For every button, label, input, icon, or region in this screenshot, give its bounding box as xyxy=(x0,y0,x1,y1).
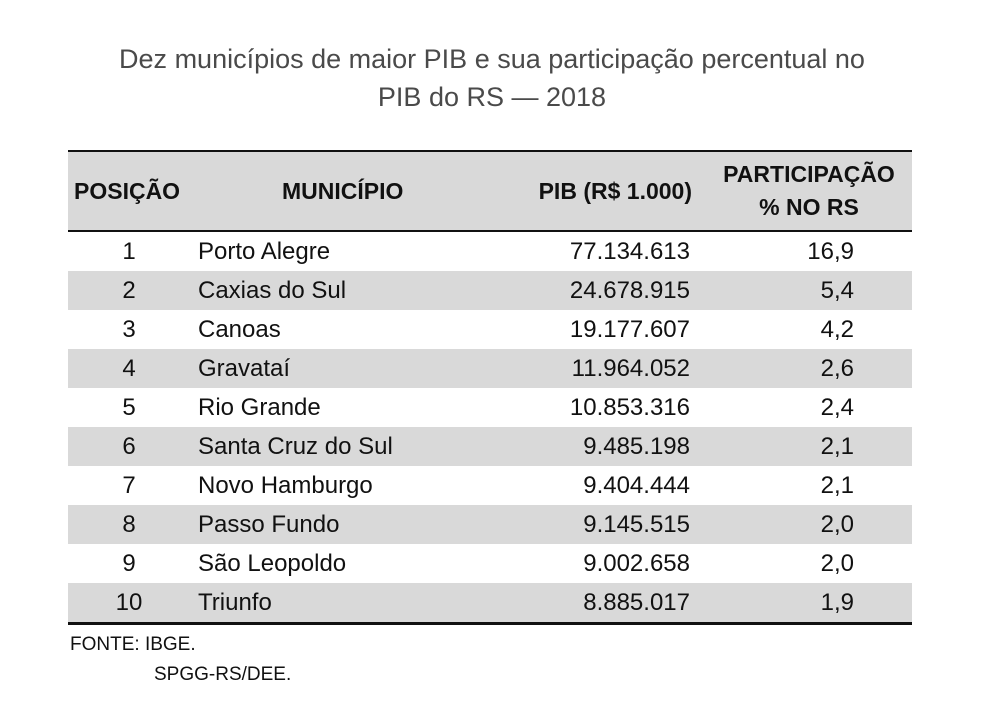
header-participacao-line-1: PARTICIPAÇÃO xyxy=(723,161,895,187)
header-participacao xyxy=(714,158,904,224)
cell-municipio: São Leopoldo xyxy=(198,550,347,577)
cell-pib: 19.177.607 xyxy=(569,316,690,343)
cell-pib: 9.002.658 xyxy=(583,550,690,577)
table-row xyxy=(68,466,912,505)
source-line-1: FONTE: IBGE. xyxy=(70,634,196,655)
cell-posicao: 3 xyxy=(122,316,136,343)
cell-municipio: Porto Alegre xyxy=(198,238,331,265)
cell-municipio: Santa Cruz do Sul xyxy=(198,433,393,460)
cell-pib: 77.134.613 xyxy=(569,238,690,265)
cell-participacao: 2,0 xyxy=(820,511,854,538)
cell-posicao: 5 xyxy=(122,394,136,421)
table-row xyxy=(68,388,912,427)
cell-participacao: 2,0 xyxy=(820,550,854,577)
cell-participacao: 2,6 xyxy=(820,355,854,382)
title-line-2: PIB do RS — 2018 xyxy=(377,82,607,112)
cell-posicao: 4 xyxy=(122,355,136,382)
cell-participacao: 2,4 xyxy=(820,394,854,421)
cell-posicao: 8 xyxy=(122,511,136,538)
cell-pib: 9.145.515 xyxy=(583,511,690,538)
table-row xyxy=(68,232,912,271)
cell-pib: 9.485.198 xyxy=(583,433,690,460)
cell-pib: 10.853.316 xyxy=(569,394,690,421)
table-row xyxy=(68,544,912,583)
table-row xyxy=(68,310,912,349)
cell-municipio: Caxias do Sul xyxy=(198,277,347,304)
cell-municipio: Novo Hamburgo xyxy=(198,472,373,499)
cell-pib: 24.678.915 xyxy=(569,277,690,304)
cell-municipio: Triunfo xyxy=(198,589,272,616)
gdp-table xyxy=(68,150,912,625)
cell-participacao: 5,4 xyxy=(820,277,854,304)
cell-municipio: Rio Grande xyxy=(198,394,321,421)
cell-posicao: 7 xyxy=(122,472,136,499)
table-row xyxy=(68,271,912,310)
header-posicao: POSIÇÃO xyxy=(74,178,181,204)
cell-municipio: Canoas xyxy=(198,316,281,343)
header-municipio: MUNICÍPIO xyxy=(282,178,404,204)
table-row xyxy=(68,349,912,388)
source-note xyxy=(70,630,291,690)
table-row xyxy=(68,583,912,622)
cell-posicao: 9 xyxy=(122,550,136,577)
title-line-1: Dez municípios de maior PIB e sua participação percentual no xyxy=(119,44,865,74)
source-line-2: SPGG-RS/DEE. xyxy=(154,664,292,685)
table-row xyxy=(68,505,912,544)
cell-participacao: 16,9 xyxy=(807,238,854,265)
cell-pib: 9.404.444 xyxy=(583,472,690,499)
cell-municipio: Passo Fundo xyxy=(198,511,340,538)
table-row xyxy=(68,427,912,466)
cell-municipio: Gravataí xyxy=(198,355,291,382)
header-pib: PIB (R$ 1.000) xyxy=(538,178,692,204)
cell-participacao: 1,9 xyxy=(820,589,854,616)
cell-pib: 11.964.052 xyxy=(571,355,690,382)
cell-participacao: 2,1 xyxy=(820,433,854,460)
cell-participacao: 4,2 xyxy=(820,316,854,343)
cell-posicao: 2 xyxy=(122,277,136,304)
table-title xyxy=(0,40,984,116)
cell-posicao: 6 xyxy=(122,433,136,460)
table-header xyxy=(68,152,912,232)
cell-participacao: 2,1 xyxy=(820,472,854,499)
header-participacao-line-2: % NO RS xyxy=(759,194,859,220)
cell-pib: 8.885.017 xyxy=(583,589,690,616)
cell-posicao: 1 xyxy=(122,238,136,265)
cell-posicao: 10 xyxy=(115,589,143,616)
